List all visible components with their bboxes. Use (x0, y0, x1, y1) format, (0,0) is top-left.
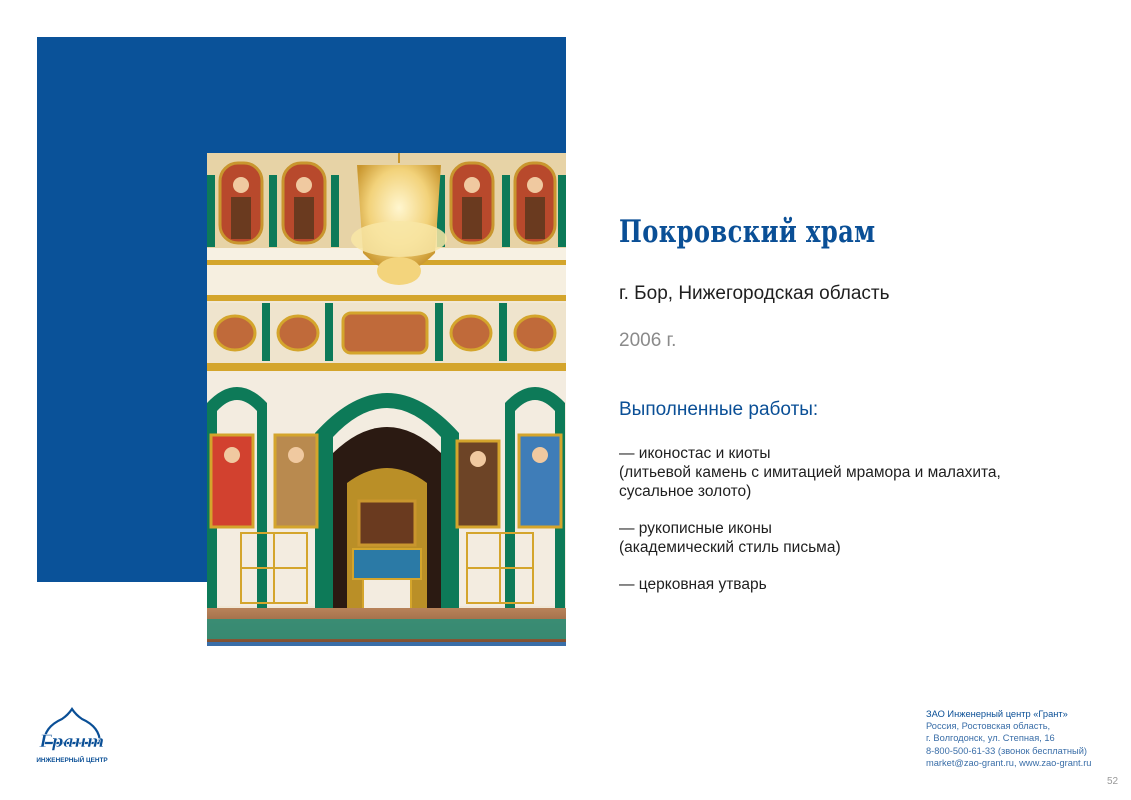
work-line: (академический стиль письма) (619, 539, 841, 556)
project-location: г. Бор, Нижегородская область (619, 283, 890, 304)
work-line: сусальное золото) (619, 483, 752, 500)
company-address-line1: Россия, Ростовская область, (926, 721, 1051, 732)
work-item-iconostasis (619, 444, 1089, 501)
company-web: market@zao-grant.ru, www.zao-grant.ru (926, 757, 1092, 768)
logo-wordmark: Грант (39, 732, 105, 752)
page-number: 52 (1107, 776, 1119, 787)
company-phone: 8-800-500-61-33 (звонок бесплатный) (926, 745, 1087, 756)
company-name: ЗАО Инженерный центр «Грант» (926, 709, 1068, 719)
work-line: — рукописные иконы (619, 520, 772, 537)
iconostasis-photo (207, 153, 566, 646)
grant-logo (36, 707, 108, 765)
company-contacts (926, 708, 1091, 769)
work-line: — иконостас и киоты (619, 445, 771, 462)
logo-caption: ИНЖЕНЕРНЫЙ ЦЕНТР (36, 757, 108, 764)
company-address-line2: г. Волгодонск, ул. Степная, 16 (926, 733, 1055, 744)
work-item-icons (619, 519, 1089, 557)
works-heading: Выполненные работы: (619, 399, 819, 420)
works-list (619, 444, 1089, 612)
work-line: (литьевой камень с имитацией мрамора и малахита, (619, 464, 1001, 481)
project-year: 2006 г. (619, 330, 677, 351)
work-item-utensils (619, 575, 1089, 594)
page-title: Покровский храм (619, 214, 876, 250)
work-line: — церковная утварь (619, 576, 767, 593)
